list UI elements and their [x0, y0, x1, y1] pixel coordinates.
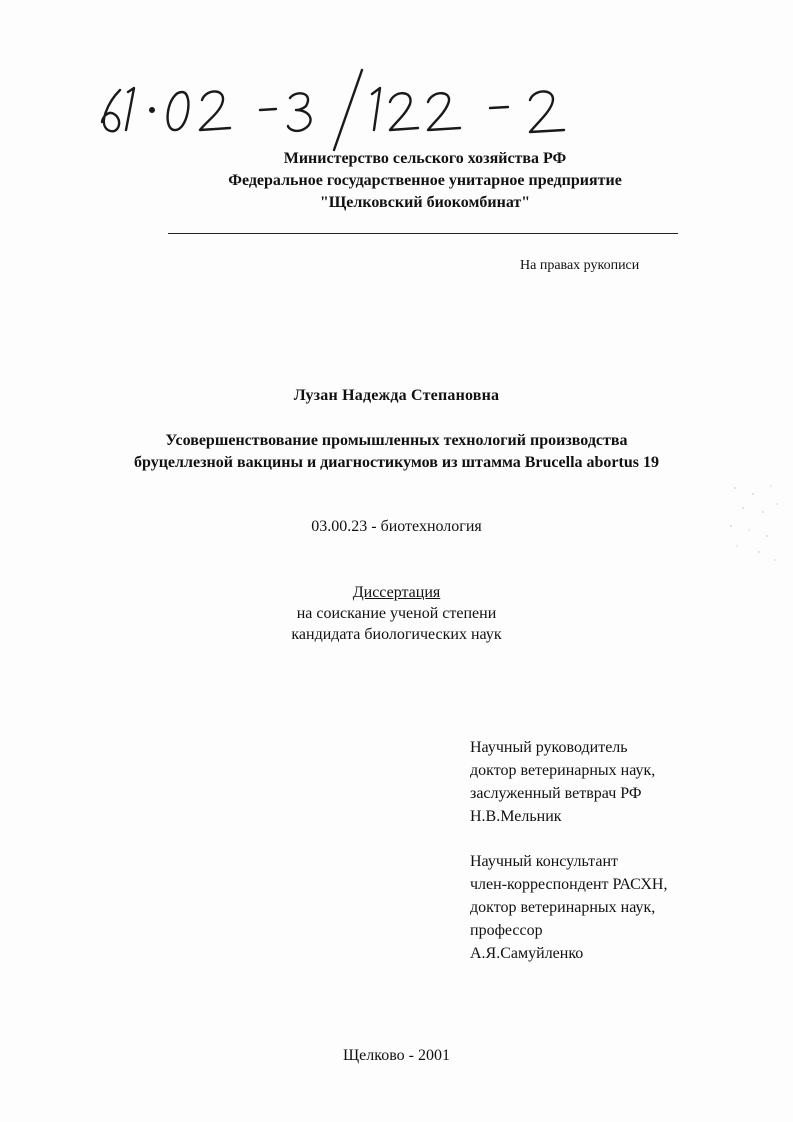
dissertation-title	[0, 430, 793, 474]
scan-speckle	[723, 480, 783, 570]
consultant-name: А.Я.Самуйленко	[470, 945, 584, 962]
title-line-2: бруцеллезной вакцины и диагностикумов из штамма Brucella abortus 19	[134, 454, 659, 471]
degree-line-3: кандидата биологических наук	[291, 626, 502, 643]
enterprise-name-line: "Щелковский биокомбинат"	[319, 194, 531, 211]
title-line-1: Усовершенствование промышленных технологий производства	[165, 432, 628, 449]
rights-note: На правах рукописи	[520, 258, 640, 273]
author-name: Лузан Надежда Степановна	[293, 387, 500, 404]
advisor-spacer	[470, 828, 667, 850]
handwritten-code	[90, 62, 590, 152]
degree-block	[0, 582, 793, 645]
advisor-name: Н.В.Мельник	[470, 808, 562, 825]
advisor-title-2: заслуженный ветврач РФ	[470, 785, 642, 802]
consultant-title-3: профессор	[470, 922, 543, 939]
advisors-block	[470, 736, 667, 965]
consultant-title-2: доктор ветеринарных наук,	[470, 899, 656, 916]
place-year: Щелково - 2001	[343, 1047, 450, 1064]
degree-line-2: на соискание ученой степени	[296, 605, 497, 622]
advisor-role: Научный руководитель	[470, 739, 628, 756]
dissertation-label: Диссертация	[352, 584, 441, 601]
organization-header	[150, 148, 700, 214]
handwritten-code-drawing	[90, 62, 590, 152]
ministry-line: Министерство сельского хозяйства РФ	[283, 150, 567, 167]
header-divider	[168, 233, 678, 234]
advisor-title-1: доктор ветеринарных наук,	[470, 762, 656, 779]
consultant-role: Научный консультант	[470, 853, 618, 870]
consultant-title-1: член-корреспондент РАСХН,	[470, 876, 668, 893]
enterprise-type-line: Федеральное государственное унитарное предприятие	[228, 172, 622, 189]
specialty-code: 03.00.23 - биотехнология	[311, 518, 482, 535]
